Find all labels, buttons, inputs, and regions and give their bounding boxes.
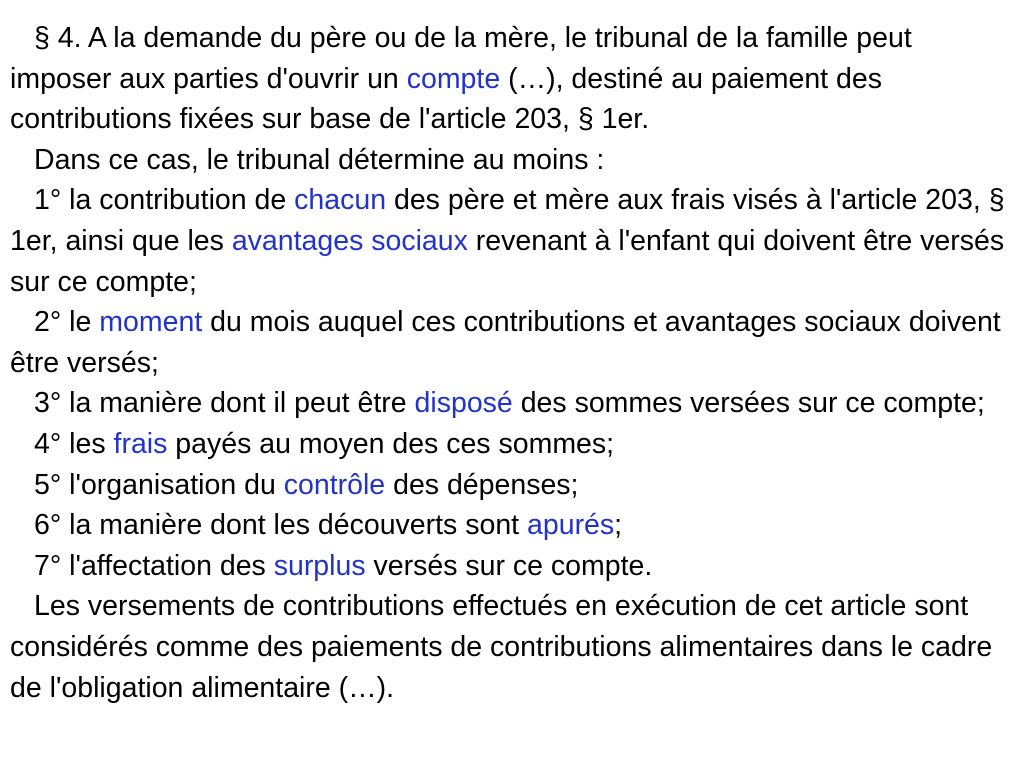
text-span: Les versements de contributions effectués en exécution de cet article sont considérés comme des paiements de contributions alimentaires dans le cadre de l'obligation alimentaire (…). (10, 590, 993, 704)
text-span: revenant à l'enfant qui doivent être versés sur ce compte; (10, 224, 1005, 298)
keyword-highlight: compte (406, 62, 501, 95)
text-span: payés au moyen des ces sommes; (167, 427, 615, 460)
keyword-highlight: surplus (273, 549, 366, 582)
text-span: des dépenses; (385, 468, 579, 501)
keyword-highlight: frais (113, 427, 168, 460)
text-span: 1° la contribution de (34, 184, 295, 217)
text-span: versés sur ce compte. (365, 549, 653, 582)
text-span: 2° le (34, 306, 100, 339)
list-item-6 (10, 505, 1006, 546)
text-span: 4° les (34, 427, 114, 460)
paragraph-conclusion (10, 586, 1006, 708)
paragraph-intro (10, 18, 1006, 140)
keyword-highlight: chacun (294, 184, 387, 217)
text-span: ; (614, 509, 623, 542)
list-item-2 (10, 302, 1006, 383)
list-item-5 (10, 465, 1006, 506)
list-item-3 (10, 383, 1006, 424)
keyword-highlight: avantages sociaux (231, 224, 468, 257)
text-span: des père et mère aux frais visés à l'article 203, § 1er, ainsi que les (10, 184, 1005, 257)
text-span: 5° l'organisation du (34, 468, 284, 501)
text-span: Dans ce cas, le tribunal détermine au moins : (34, 143, 605, 176)
text-span: des sommes versées sur ce compte; (512, 387, 985, 420)
text-span: 3° la manière dont il peut être (34, 387, 415, 420)
text-span: 7° l'affectation des (34, 549, 274, 582)
keyword-highlight: contrôle (283, 468, 386, 501)
keyword-highlight: moment (99, 306, 203, 339)
keyword-highlight: disposé (414, 387, 513, 420)
list-item-4 (10, 424, 1006, 465)
paragraph-lead-in (10, 140, 1006, 181)
text-span: du mois auquel ces contributions et avantages sociaux doivent être versés; (10, 306, 1001, 379)
list-item-7 (10, 546, 1006, 587)
text-span: (…), destiné au paiement des contributions fixées sur base de l'article 203, § 1er. (10, 62, 882, 136)
keyword-highlight: apurés (527, 509, 615, 542)
list-item-1 (10, 180, 1006, 302)
text-span: 6° la manière dont les découverts sont (34, 509, 528, 542)
text-span: § 4. A la demande du père ou de la mère, le tribunal de la famille peut imposer aux parties d'ouvrir un (10, 22, 912, 95)
